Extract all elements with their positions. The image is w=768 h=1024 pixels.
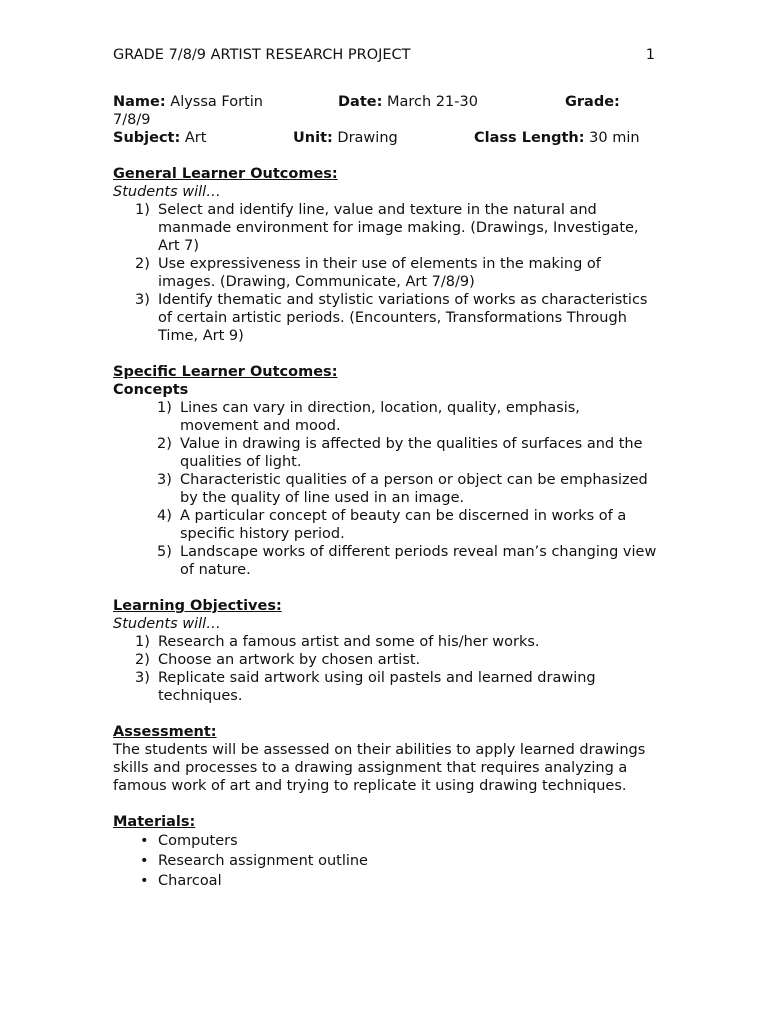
list-item xyxy=(113,471,658,507)
item-number: 3) xyxy=(135,292,150,308)
item-text: Lines can vary in direction, location, quality, emphasis, movement and mood. xyxy=(180,400,580,434)
list-item xyxy=(113,399,658,435)
item-number: 1) xyxy=(135,202,150,218)
specific-outcomes-heading: Specific Learner Outcomes: xyxy=(113,364,338,380)
concepts-subheading: Concepts xyxy=(113,382,189,398)
specific-outcomes-section xyxy=(113,363,658,579)
list-item xyxy=(113,851,658,871)
item-number: 4) xyxy=(157,508,172,524)
item-number: 3) xyxy=(135,670,150,686)
assessment-text: The students will be assessed on their abilities to apply learned drawings skills and processes to a drawing assignment that requires analyzing a famous work of art and trying to replicate it using drawing techniques. xyxy=(113,742,646,794)
unit-value: Drawing xyxy=(337,130,398,146)
item-number: 1) xyxy=(157,400,172,416)
learning-objectives-section xyxy=(113,597,658,705)
general-outcomes-section xyxy=(113,165,658,345)
item-text: Use expressiveness in their use of elements in the making of images. (Drawing, Communicate, Art 7/8/9) xyxy=(158,256,601,290)
header-title: GRADE 7/8/9 ARTIST RESEARCH PROJECT xyxy=(113,47,411,63)
bullet-icon: • xyxy=(140,873,149,889)
list-item xyxy=(113,831,658,851)
bullet-icon: • xyxy=(140,853,149,869)
list-item xyxy=(113,201,658,255)
general-outcomes-heading: General Learner Outcomes: xyxy=(113,166,338,182)
unit-field xyxy=(293,129,398,147)
item-text: Choose an artwork by chosen artist. xyxy=(158,652,421,668)
learning-objectives-intro: Students will… xyxy=(113,616,221,632)
class-length-label: Class Length: xyxy=(474,130,585,146)
item-text: Research a famous artist and some of his/her works. xyxy=(158,634,540,650)
date-label: Date: xyxy=(338,94,383,110)
assessment-section xyxy=(113,723,658,795)
list-item xyxy=(113,543,658,579)
class-length-value: 30 min xyxy=(589,130,640,146)
list-item xyxy=(113,255,658,291)
item-number: 2) xyxy=(157,436,172,452)
concepts-list xyxy=(113,399,658,579)
item-text: Charcoal xyxy=(158,873,222,889)
learning-objectives-heading: Learning Objectives: xyxy=(113,598,282,614)
list-item xyxy=(113,669,658,705)
page-header xyxy=(113,46,655,64)
materials-heading: Materials: xyxy=(113,814,196,830)
grade-value: 7/8/9 xyxy=(113,112,151,128)
item-text: Replicate said artwork using oil pastels and learned drawing techniques. xyxy=(158,670,596,704)
subject-label: Subject: xyxy=(113,130,181,146)
list-item xyxy=(113,291,658,345)
item-text: Identify thematic and stylistic variations of works as characteristics of certain artistic periods. (Encounters, Transformations Through Time, Art 9) xyxy=(158,292,648,344)
list-item xyxy=(113,633,658,651)
name-value: Alyssa Fortin xyxy=(170,94,263,110)
item-text: Characteristic qualities of a person or object can be emphasized by the quality of line used in an image. xyxy=(180,472,648,506)
class-length-field xyxy=(474,129,640,147)
name-label: Name: xyxy=(113,94,166,110)
list-item xyxy=(113,871,658,891)
subject-value: Art xyxy=(184,130,207,146)
item-text: Landscape works of different periods reveal man’s changing view of nature. xyxy=(180,544,657,578)
list-item xyxy=(113,651,658,669)
item-text: A particular concept of beauty can be discerned in works of a specific history period. xyxy=(180,508,627,542)
item-number: 2) xyxy=(135,652,150,668)
assessment-heading: Assessment: xyxy=(113,724,217,740)
list-item xyxy=(113,507,658,543)
learning-objectives-list xyxy=(113,633,658,705)
item-text: Select and identify line, value and texture in the natural and manmade environment for image making. (Drawings, Investigate, Art 7) xyxy=(158,202,639,254)
subject-field xyxy=(113,129,206,147)
item-number: 2) xyxy=(135,256,150,272)
item-number: 3) xyxy=(157,472,172,488)
general-outcomes-intro: Students will… xyxy=(113,184,221,200)
name-field xyxy=(113,93,263,111)
grade-label: Grade: xyxy=(565,94,620,110)
item-text: Value in drawing is affected by the qualities of surfaces and the qualities of light. xyxy=(180,436,643,470)
page-number: 1 xyxy=(645,47,655,63)
date-value: March 21-30 xyxy=(387,94,478,110)
item-number: 5) xyxy=(157,544,172,560)
item-text: Computers xyxy=(158,833,238,849)
materials-section xyxy=(113,813,658,891)
date-field xyxy=(338,93,478,111)
list-item xyxy=(113,435,658,471)
info-row-2 xyxy=(113,129,658,147)
item-number: 1) xyxy=(135,634,150,650)
info-row-1 xyxy=(113,93,658,111)
general-outcomes-list xyxy=(113,201,658,345)
document-body xyxy=(113,93,658,891)
bullet-icon: • xyxy=(140,833,149,849)
materials-list xyxy=(113,831,658,891)
item-text: Research assignment outline xyxy=(158,853,368,869)
unit-label: Unit: xyxy=(293,130,333,146)
